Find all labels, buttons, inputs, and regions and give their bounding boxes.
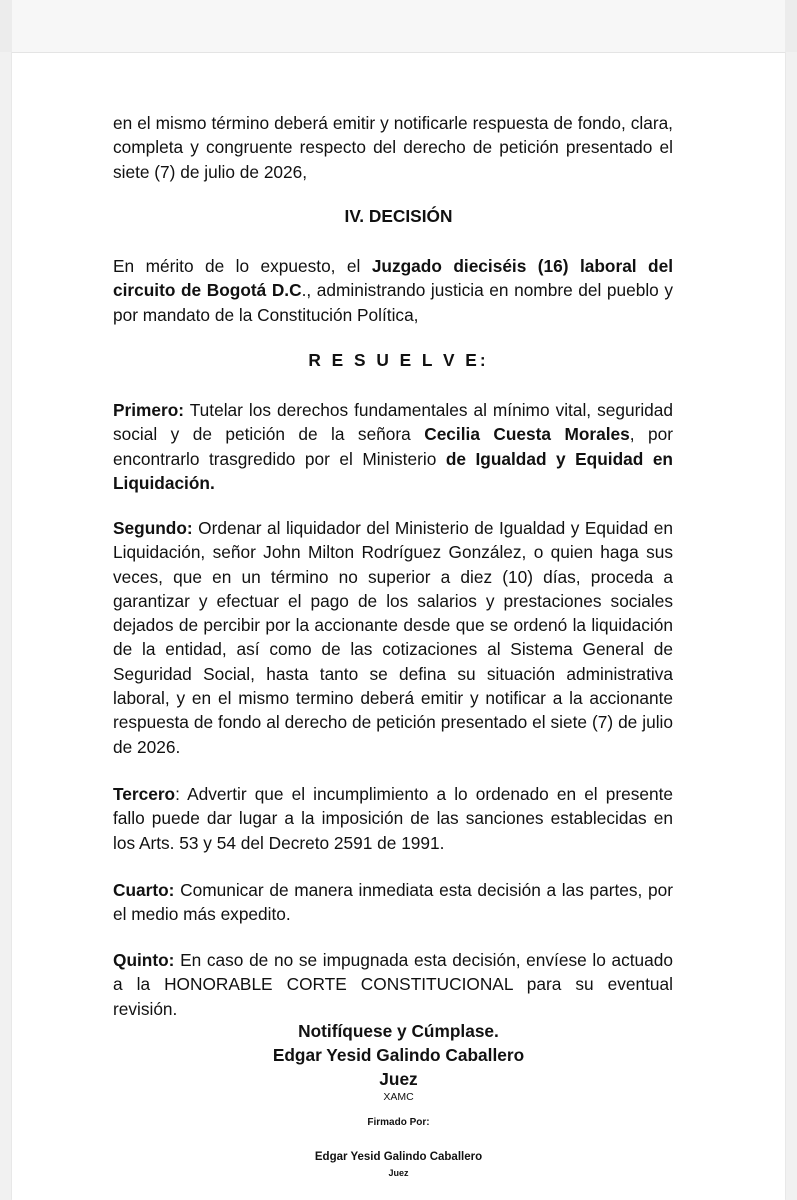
court-name: Juzgado dieciséis (16) laboral del circuito de Bogotá D.C [113, 256, 674, 301]
claimant-name: Cecilia Cuesta Morales [424, 424, 630, 445]
quinto-paragraph: Quinto: En caso de no se impugnada esta decisión, envíese lo actuado a la HONORABLE CORTE CONSTITUCIONAL para su eventual revisión. [113, 950, 673, 1019]
quinto-label: Quinto: [113, 950, 175, 970]
signer-title: Juez [388, 1168, 409, 1178]
segundo-paragraph: Segundo: Ordenar al liquidador del Ministerio de Igualdad y Equidad en Liquidación, señor John Milton Rodríguez González, o quien haga sus veces, que en un término no superior a diez (10) días, proceda a garantizar y efectuar el pago de los salarios y prestaciones sociales dejados de percibir por la accionante desde que se ordenó la liquidación de la entidad, así como de las cotizaciones al Sistema General de Seguridad Social, hasta tanto se defina su situación administrativa laboral, y en el mismo termino deberá emitir y notificar a la accionante respuesta de fondo al derecho de petición presentado el siete (7) de julio de 2026. [113, 518, 673, 757]
intro-paragraph: en el mismo término deberá emitir y notificarle respuesta de fondo, clara, completa y congruente respecto del derecho de petición presentado el siete (7) de julio de 2026, [113, 113, 673, 182]
previous-page-edge [0, 0, 797, 52]
initials: XAMC [383, 1091, 414, 1103]
ministry-name: de Igualdad y Equidad en Liquidación. [113, 448, 673, 493]
primero-paragraph: Primero: Tutelar los derechos fundamentales al mínimo vital, seguridad social y de petición de la señora Cecilia Cuesta Morales, por encontrarlo trasgredido por el Ministerio de Igualdad y Equidad en Liquidación. [113, 400, 673, 493]
cuarto-paragraph: Cuarto: Comunicar de manera inmediata esta decisión a las partes, por el medio más expedito. [113, 880, 673, 925]
tercero-label: Tercero [113, 784, 176, 804]
signed-by-label: Firmado Por: [367, 1117, 430, 1128]
notify-line: Notifíquese y Cúmplase. [298, 1021, 499, 1041]
cuarto-label: Cuarto: [113, 880, 175, 900]
judge-title: Juez [379, 1069, 418, 1089]
merit-paragraph: En mérito de lo expuesto, el Juzgado dieciséis (16) laboral del circuito de Bogotá D.C., administrando justicia en nombre del pueblo y por mandato de la Constitución Política, [113, 256, 674, 325]
segundo-label: Segundo: [113, 518, 193, 538]
resuelve-heading: R E S U E L V E: [308, 350, 489, 370]
judge-name: Edgar Yesid Galindo Caballero [272, 1045, 525, 1065]
tercero-paragraph: Tercero: Advertir que el incumplimiento a lo ordenado en el presente fallo puede dar lugar a la imposición de las sanciones establecidas en los Arts. 53 y 54 del Decreto 2591 de 1991. [113, 784, 673, 853]
primero-label: Primero: [113, 400, 185, 420]
signer-name: Edgar Yesid Galindo Caballero [314, 1151, 483, 1163]
decision-heading: IV. DECISIÓN [344, 206, 453, 226]
